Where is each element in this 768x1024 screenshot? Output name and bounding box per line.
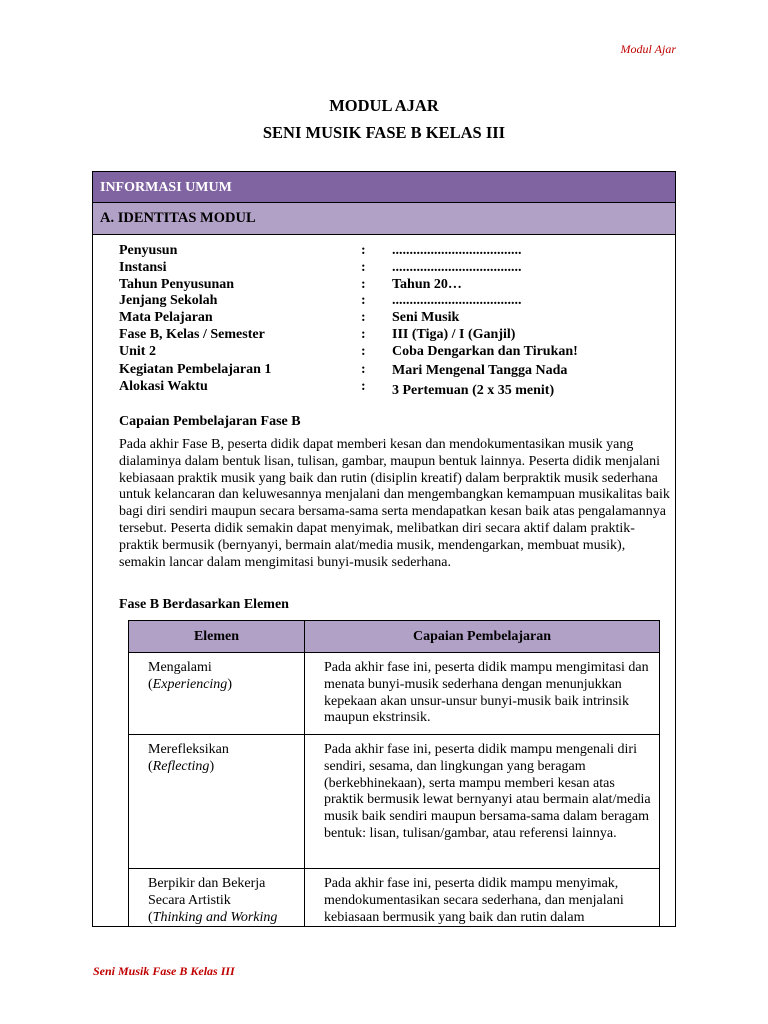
identity-label: Fase B, Kelas / Semester (119, 326, 265, 342)
capaian-cell: Pada akhir fase ini, peserta didik mampu mengimitasi dan menata bunyi-musik sederhana dengan menunjukkan kepekaan akan unsur-unsur bunyi-musik baik intrinsik maupun ekstrinsik. (305, 653, 660, 735)
header-elemen: Elemen (129, 621, 305, 653)
elemen-english: Reflecting (152, 758, 210, 774)
identity-colon: : (361, 379, 366, 395)
identity-label: Alokasi Waktu (119, 379, 208, 395)
elemen-table (128, 620, 660, 927)
identity-colon: : (361, 259, 366, 275)
identity-label: Unit 2 (119, 343, 156, 359)
footer-label: Seni Musik Fase B Kelas III (93, 964, 235, 978)
identity-value: ..................................... (392, 259, 522, 275)
identity-label: Jenjang Sekolah (119, 293, 218, 309)
identity-colon: : (361, 293, 366, 309)
identity-colon: : (361, 276, 366, 292)
elemen-name: Mengalami (148, 660, 212, 675)
elemen-cell: Mengalami (Experiencing) (129, 653, 305, 735)
header-capaian: Capaian Pembelajaran (305, 621, 660, 653)
identity-value: 3 Pertemuan (2 x 35 menit) (392, 383, 555, 399)
section-informasi-umum: INFORMASI UMUM (93, 171, 675, 203)
document-title: MODUL AJAR (329, 96, 439, 115)
identity-value: III (Tiga) / I (Ganjil) (392, 326, 516, 342)
elemen-english: Thinking and Working (152, 909, 278, 925)
elemen-english: Experiencing (152, 676, 228, 692)
identity-value: Mari Mengenal Tangga Nada (392, 362, 568, 378)
capaian-cell: Pada akhir fase ini, peserta didik mampu menyimak, mendokumentasikan secara sederhana, dan menjalani kebiasaan bermusik yang baik dan rutin dalam (305, 869, 660, 928)
identity-colon: : (361, 243, 366, 258)
table-row (129, 735, 660, 869)
capaian-body: Pada akhir Fase B, peserta didik dapat memberi kesan dan mendokumentasikan musik yang dialaminya dalam bentuk lisan, tulisan, gambar, maupun bentuk lainnya. Peserta didik menjalani kebiasaan praktik musik yang baik dan rutin (disiplin kreatif) dalam berpraktik musik sederhana untuk kelancaran dan keluwesannya menjalani dan mengembangkan kemampuan musikalitas baik bagi diri sendiri maupun secara bersama-sama serta mendapatkan kesan baik atas pengalamannya tersebut. Peserta didik semakin dapat menyimak, melibatkan diri secara aktif dalam praktik-praktik bermusik (bernyanyi, bermain alat/media musik, mendengarkan, membuat musik), semakin lancar dalam mengimitasi bunyi-musik sederhana. (119, 437, 670, 570)
identity-colon: : (361, 361, 366, 377)
header-label: Modul Ajar (620, 42, 676, 56)
identity-label: Penyusun (119, 243, 178, 258)
module-frame (92, 171, 676, 927)
elemen-name: Berpikir dan Bekerja Secara Artistik (148, 876, 266, 908)
identity-value: Coba Dengarkan dan Tirukan! (392, 343, 578, 359)
capaian-title: Capaian Pembelajaran Fase B (119, 414, 301, 429)
identity-label: Mata Pelajaran (119, 310, 213, 326)
identity-value: Tahun 20… (392, 276, 462, 292)
table-row (129, 653, 660, 735)
identity-colon: : (361, 343, 366, 359)
table-header-row (129, 621, 660, 653)
identity-label: Tahun Penyusunan (119, 276, 235, 292)
identity-value: Seni Musik (392, 310, 460, 326)
section-identitas-modul: A. IDENTITAS MODUL (93, 203, 675, 235)
identity-label: Instansi (119, 259, 167, 275)
title-block (0, 92, 768, 146)
identity-value: ..................................... (392, 293, 522, 309)
identity-label: Kegiatan Pembelajaran 1 (119, 361, 272, 377)
table-row (129, 869, 660, 928)
capaian-cell: Pada akhir fase ini, peserta didik mampu mengenali diri sendiri, sesama, dan lingkungan yang beragam (berkebhinekaan), serta mampu memberi kesan atas praktik bermusik lewat bernyanyi atau bermain alat/media musik baik sendiri maupun bersama-sama dalam beragam bentuk: lisan, tulisan/gambar, atau referensi lainnya. (305, 735, 660, 869)
document-subtitle: SENI MUSIK FASE B KELAS III (262, 123, 506, 142)
identity-colon: : (361, 310, 366, 326)
elemen-title: Fase B Berdasarkan Elemen (119, 597, 289, 612)
elemen-name: Merefleksikan (148, 742, 229, 757)
elemen-cell: Berpikir dan Bekerja Secara Artistik (Thinking and Working (129, 869, 305, 928)
identity-value: ..................................... (392, 243, 522, 258)
elemen-cell: Merefleksikan (Reflecting) (129, 735, 305, 869)
identity-colon: : (361, 326, 366, 342)
